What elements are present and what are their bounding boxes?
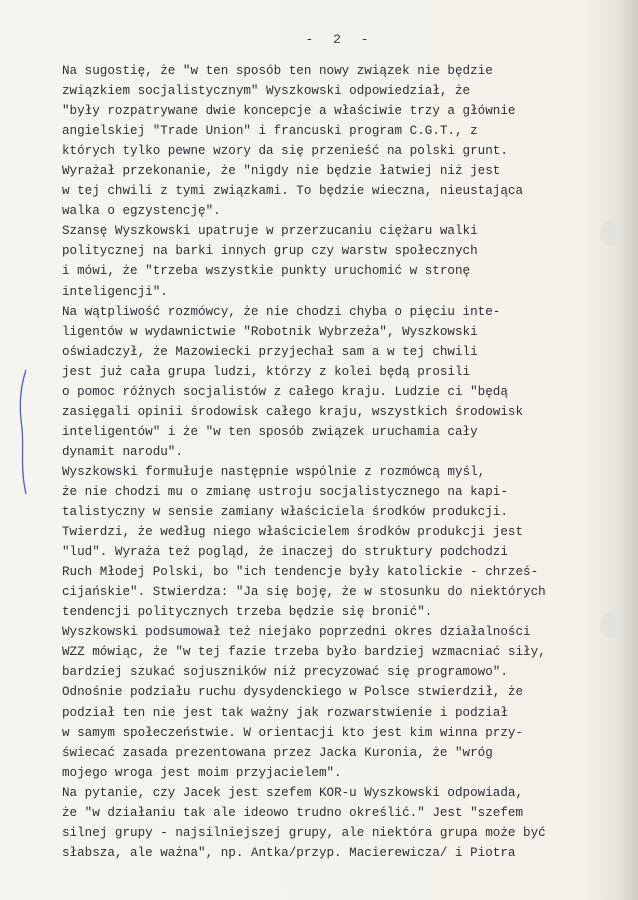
text-line: Wyszkowski formułuje następnie wspólnie z rozmówcą myśl, — [62, 464, 486, 479]
text-line: i mówi, że "trzeba wszystkie punkty uruchomić w stronę — [62, 264, 471, 279]
text-line: jest już cała grupa ludzi, którzy z kolei będą prosili — [62, 364, 471, 379]
text-line: słabsza, ale ważna", np. Antka/przyp. Macierewicza/ i Piotra — [62, 845, 516, 860]
text-line: WZZ mówiąc, że "w tej fazie trzeba było bardziej wzmacniać siły, — [62, 645, 546, 660]
text-line: w samym społeczeństwie. W orientacji kto jest kim winna przy- — [62, 725, 524, 740]
text-line: oświadczył, że Mazowiecki przyjechał sam a w tej chwili — [62, 344, 478, 359]
text-line: walka o egzystencję". — [62, 204, 221, 219]
text-line: świecać zasada prezentowana przez Jacka Kuronia, że "wróg — [62, 745, 493, 760]
text-line: związkiem socjalistycznym" Wyszkowski odpowiedział, że — [62, 84, 471, 99]
punch-hole — [600, 220, 622, 246]
text-line: Na pytanie, czy Jacek jest szefem KOR-u Wyszkowski odpowiada, — [62, 785, 524, 800]
text-line: Na wątpliwość rozmówcy, że nie chodzi chyba o pięciu inte- — [62, 304, 501, 319]
text-line: bardziej szukać sojuszników niż precyzować się programowo". — [62, 665, 508, 680]
text-line: tendencji politycznych trzeba będzie się bronić". — [62, 605, 433, 620]
handwritten-margin-mark — [14, 368, 34, 498]
text-line: silnej grupy - najsilniejszej grupy, ale niektóra grupa może być — [62, 825, 546, 840]
text-line: inteligencji". — [62, 284, 168, 299]
text-line: których tylko pewne wzory da się przenieść na polski grunt. — [62, 144, 508, 159]
text-line: angielskiej "Trade Union" i francuski program C.G.T., z — [62, 124, 478, 139]
text-line: że nie chodzi mu o zmianę ustroju socjalistycznego na kapi- — [62, 484, 508, 499]
text-line: dynamit narodu". — [62, 444, 183, 459]
text-line: Wyszkowski podsumował też niejako poprzedni okres działalności — [62, 625, 531, 640]
text-line: mojego wroga jest moim przyjacielem". — [62, 765, 342, 780]
punch-hole — [600, 612, 622, 638]
document-body — [62, 61, 546, 863]
text-line: że "w działaniu tak ale ideowo trudno określić." Jest "szefem — [62, 805, 524, 820]
text-line: w tej chwili z tymi związkami. To będzie wieczna, nieustająca — [62, 184, 524, 199]
text-line: ligentów w wydawnictwie "Robotnik Wybrzeża", Wyszkowski — [62, 324, 478, 339]
text-line: cijańskie". Stwierdza: "Ja się boję, że w stosunku do niektórych — [62, 585, 546, 600]
text-line: o pomoc różnych socjalistów z całego kraju. Ludzie ci "będą — [62, 384, 508, 399]
text-line: podział ten nie jest tak ważny jak rozwarstwienie i podział — [62, 705, 508, 720]
text-line: Wyrażał przekonanie, że "nigdy nie będzie łatwiej niż jest — [62, 164, 501, 179]
text-line: "lud". Wyraża też pogląd, że inaczej do struktury podchodzi — [62, 545, 508, 560]
text-line: politycznej na barki innych grup czy warstw społecznych — [62, 244, 478, 259]
text-line: talistyczny w sensie zamiany właściciela środków produkcji. — [62, 505, 508, 520]
text-line: "były rozpatrywane dwie koncepcje a właściwie trzy a głównie — [62, 104, 516, 119]
text-line: Odnośnie podziału ruchu dysydenckiego w Polsce stwierdził, że — [62, 685, 524, 700]
text-line: zasięgali opinii środowisk całego kraju, wszystkich środowisk — [62, 404, 524, 419]
page-number: - 2 - — [305, 32, 375, 47]
text-line: inteligentów" i że "w ten sposób związek uruchamia cały — [62, 424, 478, 439]
text-line: Twierdzi, że według niego właścicielem środków produkcji jest — [62, 525, 524, 540]
text-line: Na sugostię, że "w ten sposób ten nowy związek nie będzie — [62, 64, 493, 78]
text-line: Ruch Młodej Polski, bo "ich tendencje były katolickie - chrześ- — [62, 565, 539, 580]
text-line: Szansę Wyszkowski upatruje w przerzucaniu ciężaru walki — [62, 224, 478, 239]
